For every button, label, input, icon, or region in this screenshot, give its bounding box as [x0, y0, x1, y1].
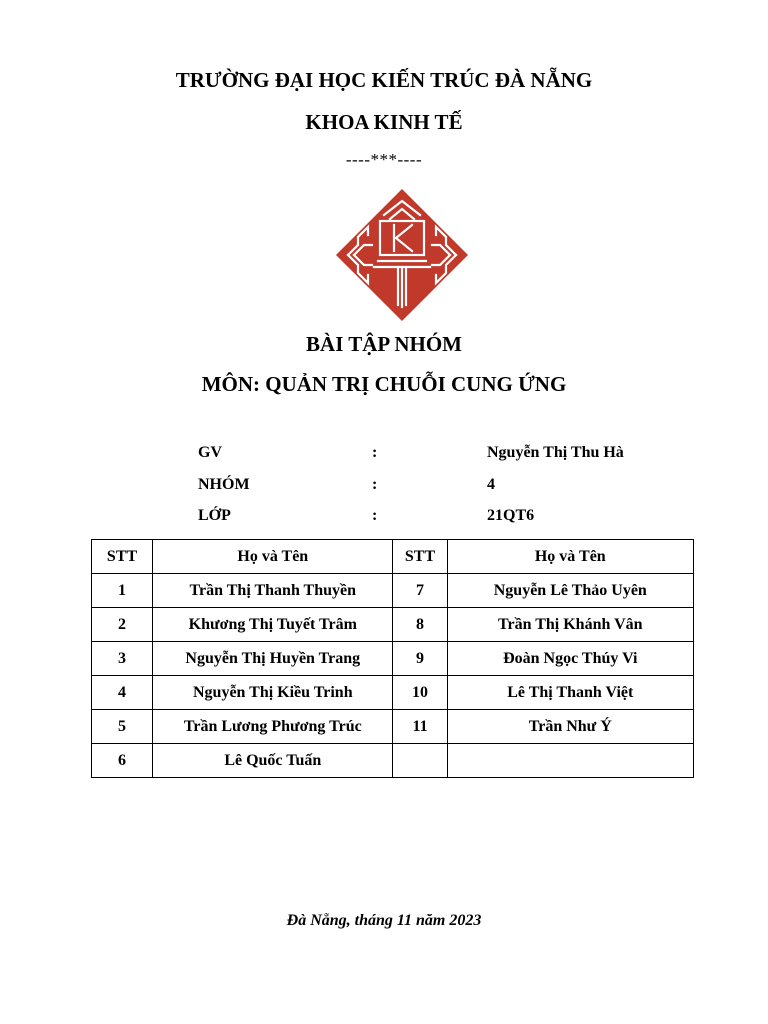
table-cell: Nguyễn Thị Kiều Trinh	[153, 676, 393, 710]
table-row	[92, 676, 694, 710]
table-row	[92, 608, 694, 642]
school-name: TRƯỜNG ĐẠI HỌC KIẾN TRÚC ĐÀ NẴNG	[175, 68, 593, 92]
column-header: STT	[393, 540, 447, 574]
table-header-row	[92, 540, 694, 574]
info-row-group	[0, 476, 768, 500]
place-date: Đà Nẵng, tháng 11 năm 2023	[286, 912, 482, 929]
column-header: Họ và Tên	[447, 540, 693, 574]
table-row	[92, 574, 694, 608]
info-row-class	[0, 507, 768, 531]
kt-emblem-icon	[334, 187, 470, 323]
table-cell: 10	[393, 676, 447, 710]
table-cell: 4	[92, 676, 153, 710]
info-row-lecturer	[0, 444, 768, 468]
table-cell: Khương Thị Tuyết Trâm	[153, 608, 393, 642]
table-cell: Trần Lương Phương Trúc	[153, 710, 393, 744]
info-value: 21QT6	[487, 507, 535, 524]
table-cell: Trần Như Ý	[447, 710, 693, 744]
table-cell: 8	[393, 608, 447, 642]
table-cell: Đoàn Ngọc Thúy Vi	[447, 642, 693, 676]
table-cell: 7	[393, 574, 447, 608]
table-cell: 6	[92, 744, 153, 778]
table-cell: Trần Thị Khánh Vân	[447, 608, 693, 642]
member-table	[91, 539, 694, 778]
info-value: 4	[487, 476, 495, 493]
table-cell: Trần Thị Thanh Thuyền	[153, 574, 393, 608]
info-colon: :	[372, 444, 378, 461]
table-row	[92, 710, 694, 744]
faculty-name: KHOA KINH TẾ	[305, 110, 463, 134]
table-cell: Lê Quốc Tuấn	[153, 744, 393, 778]
table-cell: 1	[92, 574, 153, 608]
table-cell	[447, 744, 693, 778]
table-cell: 11	[393, 710, 447, 744]
header-decoration: ----***----	[345, 150, 423, 169]
table-cell: Nguyễn Lê Thảo Uyên	[447, 574, 693, 608]
column-header: Họ và Tên	[153, 540, 393, 574]
table-cell	[393, 744, 447, 778]
info-colon: :	[372, 507, 378, 524]
info-label: LỚP	[198, 507, 231, 524]
info-colon: :	[372, 476, 378, 493]
table-cell: 9	[393, 642, 447, 676]
table-cell: 2	[92, 608, 153, 642]
table-row	[92, 642, 694, 676]
column-header: STT	[92, 540, 153, 574]
table-cell: 3	[92, 642, 153, 676]
info-label: GV	[198, 444, 222, 461]
table-cell: Lê Thị Thanh Việt	[447, 676, 693, 710]
table-cell: Nguyễn Thị Huyền Trang	[153, 642, 393, 676]
info-label: NHÓM	[198, 476, 250, 493]
info-value: Nguyễn Thị Thu Hà	[487, 444, 624, 461]
table-cell: 5	[92, 710, 153, 744]
subject-title: MÔN: QUẢN TRỊ CHUỖI CUNG ỨNG	[201, 372, 567, 396]
document-title: BÀI TẬP NHÓM	[306, 332, 462, 356]
table-row	[92, 744, 694, 778]
